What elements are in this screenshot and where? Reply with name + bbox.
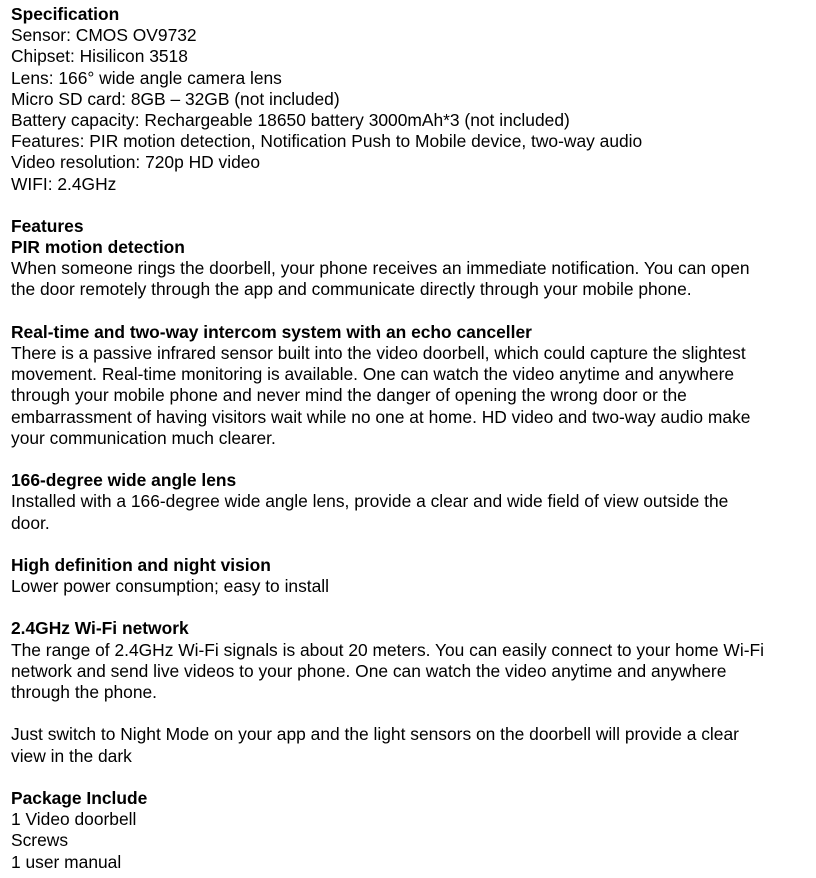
paragraph-gap <box>11 534 764 555</box>
paragraph-gap <box>11 301 764 322</box>
section-heading: 166-degree wide angle lens <box>11 470 237 491</box>
text-line: Screws <box>11 830 69 851</box>
text-line: Sensor: CMOS OV9732 <box>11 25 197 46</box>
text-line: Battery capacity: Rechargeable 18650 battery 3000mAh*3 (not included) <box>11 109 570 130</box>
text-line: When someone rings the doorbell, your phone receives an immediate notification. You can open <box>11 258 750 279</box>
paragraph-gap <box>11 703 764 724</box>
document-section <box>11 618 764 703</box>
section-heading: Features <box>11 215 84 236</box>
text-line: 1 Video doorbell <box>11 809 137 830</box>
section-heading: Package Include <box>11 787 148 808</box>
text-line: Lens: 166° wide angle camera lens <box>11 67 282 88</box>
text-line: Lower power consumption; easy to install <box>11 576 330 597</box>
paragraph-gap <box>11 449 764 470</box>
document-section <box>11 555 764 597</box>
document-section <box>11 724 764 766</box>
paragraph-gap <box>11 195 764 216</box>
text-line: Chipset: Hisilicon 3518 <box>11 46 188 67</box>
section-heading: Real-time and two-way intercom system with an echo canceller <box>11 321 532 342</box>
text-line: 1 user manual <box>11 851 122 872</box>
paragraph-gap <box>11 767 764 788</box>
paragraph-gap <box>11 597 764 618</box>
section-heading: Specification <box>11 4 120 24</box>
text-line: There is a passive infrared sensor built into the video doorbell, which could capture the slightest <box>11 343 746 363</box>
section-heading: PIR motion detection <box>11 237 185 258</box>
text-line: through your mobile phone and never mind the danger of opening the wrong door or the <box>11 385 687 406</box>
text-line: view in the dark <box>11 745 132 766</box>
text-line: network and send live videos to your phone. One can watch the video anytime and anywhere <box>11 660 727 681</box>
text-line: movement. Real-time monitoring is available. One can watch the video anytime and anywhere <box>11 364 735 385</box>
section-heading: 2.4GHz Wi-Fi network <box>11 618 189 639</box>
document-section <box>11 322 764 449</box>
text-line: Installed with a 166-degree wide angle lens, provide a clear and wide field of view outside the <box>11 491 729 512</box>
text-line: WIFI: 2.4GHz <box>11 173 117 194</box>
text-line: The range of 2.4GHz Wi-Fi signals is about 20 meters. You can easily connect to your home Wi-Fi <box>11 639 764 660</box>
text-line: through the phone. <box>11 682 158 702</box>
text-line: Features: PIR motion detection, Notification Push to Mobile device, two-way audio <box>11 131 643 152</box>
text-line: embarrassment of having visitors wait while no one at home. HD video and two-way audio make <box>11 406 751 427</box>
document-body <box>11 4 764 873</box>
text-line: your communication much clearer. <box>11 427 276 448</box>
document-section <box>11 216 764 301</box>
text-line: Just switch to Night Mode on your app and the light sensors on the doorbell will provide a clear <box>11 724 739 745</box>
text-line: the door remotely through the app and communicate directly through your mobile phone. <box>11 279 692 300</box>
text-line: door. <box>11 512 50 533</box>
document-section <box>11 4 764 195</box>
document-section <box>11 788 764 873</box>
section-heading: High definition and night vision <box>11 554 271 575</box>
text-line: Video resolution: 720p HD video <box>11 152 261 173</box>
text-line: Micro SD card: 8GB – 32GB (not included) <box>11 88 340 109</box>
document-section <box>11 470 764 534</box>
